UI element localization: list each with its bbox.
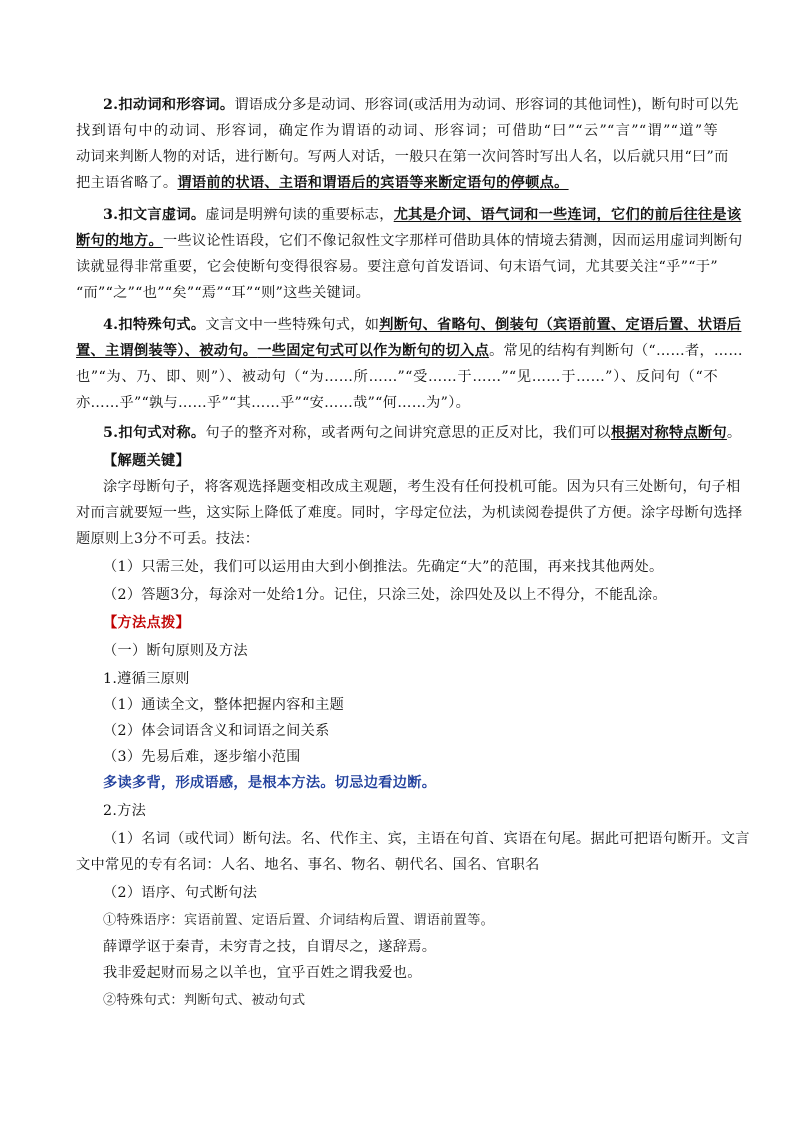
method-2: （2）语序、句式断句法 [103,885,258,901]
p5-line-1 [103,423,741,443]
method-emphasis: 多读多背，形成语感，是根本方法。切忌边看边断。 [103,775,437,791]
p4-line-3: 也”“为、乃、即、则”）、被动句（“为……所……”“受……于……”“见……于……”）、反问句（“不 [76,369,718,385]
p2-line-4 [76,173,569,193]
principle-3: （3）先易后难，逐步缩小范围 [103,749,301,765]
example-1: 薛谭学讴于秦青，未穷青之技，自谓尽之，遂辞焉。 [103,939,437,955]
p4-title: 4.扣特殊句式。 [103,317,206,333]
principle-1: （1）通读全文，整体把握内容和主题 [103,697,345,713]
p3-emphasis: 尤其是介词、语气词和一些连词，它们的前后往往是该 [393,207,742,223]
p4-text: 文言文中一些特殊句式，如 [205,317,380,333]
p4-emphasis-3: 一些固定句式可以作为断句的切入点 [257,343,490,359]
p5-title: 5.扣句式对称。 [103,425,206,441]
p3-line-1 [103,205,742,225]
key-line-3: 题原则上3分不可丢。技法： [76,531,260,547]
p3-line-4: “而”“之”“也”“矣”“焉”“耳”“则”这些关键词。 [76,285,371,301]
p2-line-3: 动词来判断人物的对话，进行断句。写两人对话，一般只在第一次问答时写出人名，以后就只用“曰”而 [76,149,729,165]
p3-line-2 [76,231,743,251]
p5-text-end: 。 [726,425,742,441]
method-1-line-2: 文中常见的专有名词：人名、地名、事名、物名、朝代名、国名、官职名 [76,857,540,873]
p3-line-3: 读就显得非常重要，它会使断句变得很容易。要注意句首发语词、句末语气词，尤其要关注“乎”“于” [76,259,718,275]
method-1-line-1: （1）名词（或代词）断句法。名、代作主、宾，主语在句首、宾语在句尾。据此可把语句断开。文言 [103,831,750,847]
method-2a: ①特殊语序：宾语前置、定语后置、介词结构后置、谓语前置等。 [103,913,495,928]
p2-line-1 [103,95,739,115]
p4-line-1 [103,315,742,335]
example-2: 我非爱起财而易之以羊也，宜乎百姓之谓我爱也。 [103,965,422,981]
key-line-2: 对而言就要短一些，这实际上降低了难度。同时，字母定位法，为机读阅卷提供了方便。涂字母断句选择 [76,505,743,521]
method-2b: ②特殊句式：判断句式、被动句式 [103,993,306,1008]
p2-text-end: 把主语省略了。 [76,175,178,191]
p3-text-2: 一些议论性语段，它们不像记叙性文字那样可借助具体的情境去猜测，因而运用虚词判断句 [162,233,743,249]
key-item-1: （1）只需三处，我们可以运用由大到小倒推法。先确定“大”的范围，再来找其他两处。 [103,559,664,575]
p4-emphasis-2: 置、主谓倒装等）、被动句。 [76,343,258,359]
method-heading: 【方法点拨】 [103,615,190,631]
p3-text: 虚词是明辨句读的重要标志， [205,207,394,223]
method-section-1: （一）断句原则及方法 [103,643,248,659]
p2-title: 2.扣动词和形容词。 [103,97,235,113]
method-subsection-1: 1.遵循三原则 [103,671,190,687]
p4-emphasis: 判断句、省略句、倒装句（宾语前置、定语后置、状语后 [379,317,742,333]
method-section-2: 2.方法 [103,803,147,819]
p5-emphasis: 根据对称特点断句 [611,425,727,441]
p2-text: 谓语成分多是动词、形容词(或活用为动词、形容词的其他词性)，断句时可以先 [234,97,739,113]
p2-emphasis: 谓语前的状语、主语和谓语后的宾语等来断定语句的停顿点。 [177,175,569,191]
p3-title: 3.扣文言虚词。 [103,207,206,223]
key-item-2: （2）答题3分，每涂对一处给1分。记住，只涂三处，涂四处及以上不得分，不能乱涂。 [103,587,668,603]
principle-2: （2）体会词语含义和词语之间关系 [103,723,330,739]
p4-text-2: 。常见的结构有判断句（“……者，…… [489,343,743,359]
p4-line-2 [76,341,743,361]
p2-line-2: 找到语句中的动词、形容词，确定作为谓语的动词、形容词；可借助“曰”“云”“言”“谓”“道”等 [76,123,718,139]
p4-line-4: 亦……乎”“孰与……乎”“其……乎”“安……哉”“何……为”）。 [76,395,471,411]
p3-emphasis-end: 断句的地方。 [76,233,163,249]
p5-text: 句子的整齐对称，或者两句之间讲究意思的正反对比，我们可以 [205,425,611,441]
key-line-1: 涂字母断句子，将客观选择题变相改成主观题，考生没有任何投机可能。因为只有三处断句，句子相 [103,479,741,495]
key-heading: 【解题关键】 [103,453,190,469]
